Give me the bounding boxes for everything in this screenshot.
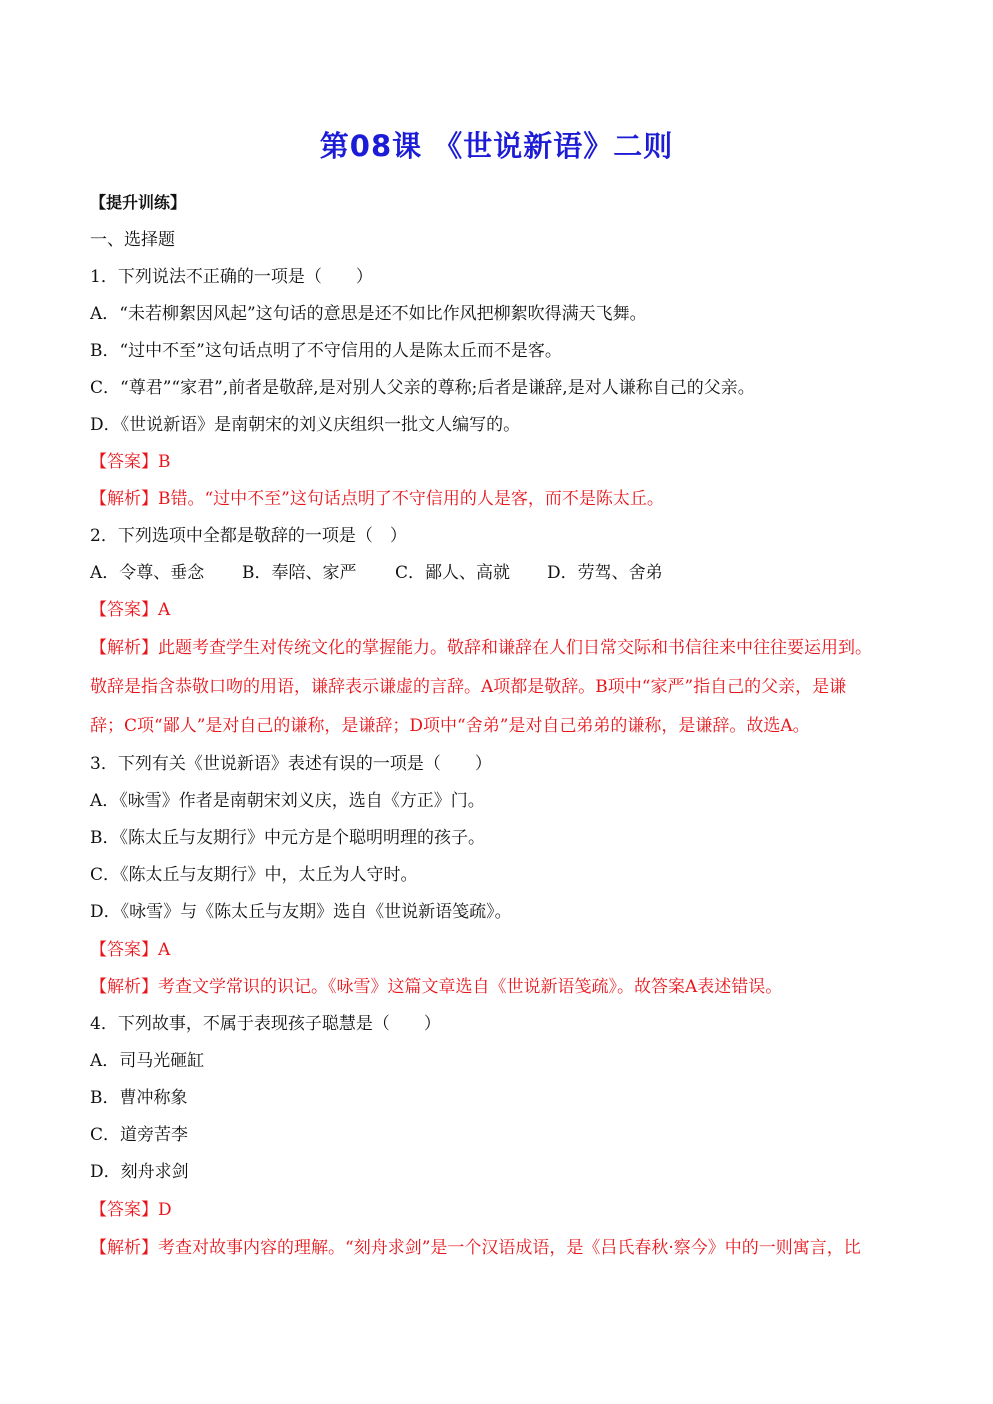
- question-2-answer: [90, 599, 170, 621]
- analysis-text: 考查对故事内容的理解。“刻舟求剑”是一个汉语成语，是《吕氏春秋·察今》中的一则寓言，比: [158, 1238, 861, 1258]
- question-1-option-c: C．“尊君”“家君”,前者是敬辞,是对别人父亲的尊称;后者是谦辞,是对人谦称自己的父亲。: [90, 378, 755, 398]
- question-2-analysis-line-1: [90, 637, 872, 659]
- question-4-option-c: C．道旁苦李: [90, 1125, 189, 1145]
- question-3-option-b: B．《陈太丘与友期行》中元方是个聪明明理的孩子。: [90, 828, 485, 848]
- question-3-option-d: D．《咏雪》与《陈太丘与友期》选自《世说新语笺疏》。: [90, 902, 512, 922]
- analysis-text: 此题考查学生对传统文化的掌握能力。敬辞和谦辞在人们日常交际和书信往来中往往要运用到。: [158, 638, 872, 658]
- question-1-stem: 1．下列说法不正确的一项是（ ）: [90, 267, 373, 287]
- question-4-option-a: A．司马光砸缸: [90, 1051, 205, 1071]
- question-1-option-a: A．“未若柳絮因风起”这句话的意思是还不如比作风把柳絮吹得满天飞舞。: [90, 304, 647, 324]
- question-1-option-b: B．“过中不至”这句话点明了不守信用的人是陈太丘而不是客。: [90, 341, 562, 361]
- answer-value: A: [158, 600, 171, 620]
- question-2-option-a: A．令尊、垂念: [90, 563, 205, 583]
- question-2-analysis-line-3: 辞；C项“鄙人”是对自己的谦称，是谦辞；D项中“舍弟”是对自己弟弟的谦称，是谦辞。故选A。: [90, 716, 810, 736]
- analysis-label: 【解析】: [90, 977, 158, 997]
- question-2-options: [90, 562, 663, 584]
- question-2-option-c: C．鄙人、高就: [395, 563, 511, 583]
- answer-value: D: [158, 1200, 172, 1220]
- analysis-label: 【解析】: [90, 489, 158, 509]
- analysis-label: 【解析】: [90, 1238, 158, 1258]
- answer-label: 【答案】: [90, 600, 158, 620]
- answer-label: 【答案】: [90, 1200, 158, 1220]
- answer-value: A: [158, 940, 171, 960]
- part-heading: 一、选择题: [90, 230, 175, 250]
- question-4-stem: 4．下列故事，不属于表现孩子聪慧是（ ）: [90, 1014, 441, 1034]
- question-1-option-d: D．《世说新语》是南朝宋的刘义庆组织一批文人编写的。: [90, 415, 521, 435]
- question-3-analysis: [90, 976, 782, 998]
- page-title: 第08课 《世说新语》二则: [319, 129, 674, 163]
- question-3-answer: [90, 939, 170, 961]
- question-1-answer: [90, 451, 171, 473]
- question-2-analysis-line-2: 敬辞是指含恭敬口吻的用语，谦辞表示谦虚的言辞。A项都是敬辞。B项中“家严”指自己的父亲，是谦: [90, 677, 847, 697]
- question-4-option-b: B．曹冲称象: [90, 1088, 188, 1108]
- question-3-option-c: C．《陈太丘与友期行》中，太丘为人守时。: [90, 865, 418, 885]
- analysis-text: 考查文学常识的识记。《咏雪》这篇文章选自《世说新语笺疏》。故答案A表述错误。: [158, 977, 783, 997]
- question-3-option-a: A．《咏雪》作者是南朝宋刘义庆，选自《方正》门。: [90, 791, 485, 811]
- answer-label: 【答案】: [90, 940, 158, 960]
- analysis-text: B错。“过中不至”这句话点明了不守信用的人是客，而不是陈太丘。: [158, 489, 664, 509]
- section-heading: 【提升训练】: [90, 193, 187, 212]
- analysis-label: 【解析】: [90, 638, 158, 658]
- question-2-option-d: D．劳驾、舍弟: [547, 563, 663, 583]
- answer-value: B: [158, 452, 171, 472]
- question-4-answer: [90, 1199, 172, 1221]
- question-1-analysis: [90, 488, 664, 510]
- question-4-analysis: [90, 1237, 861, 1259]
- question-3-stem: 3．下列有关《世说新语》表述有误的一项是（ ）: [90, 754, 492, 774]
- question-2-option-b: B．奉陪、家严: [242, 563, 357, 583]
- answer-label: 【答案】: [90, 452, 158, 472]
- question-4-option-d: D．刻舟求剑: [90, 1162, 189, 1182]
- question-2-stem: 2．下列选项中全都是敬辞的一项是（ ）: [90, 526, 407, 546]
